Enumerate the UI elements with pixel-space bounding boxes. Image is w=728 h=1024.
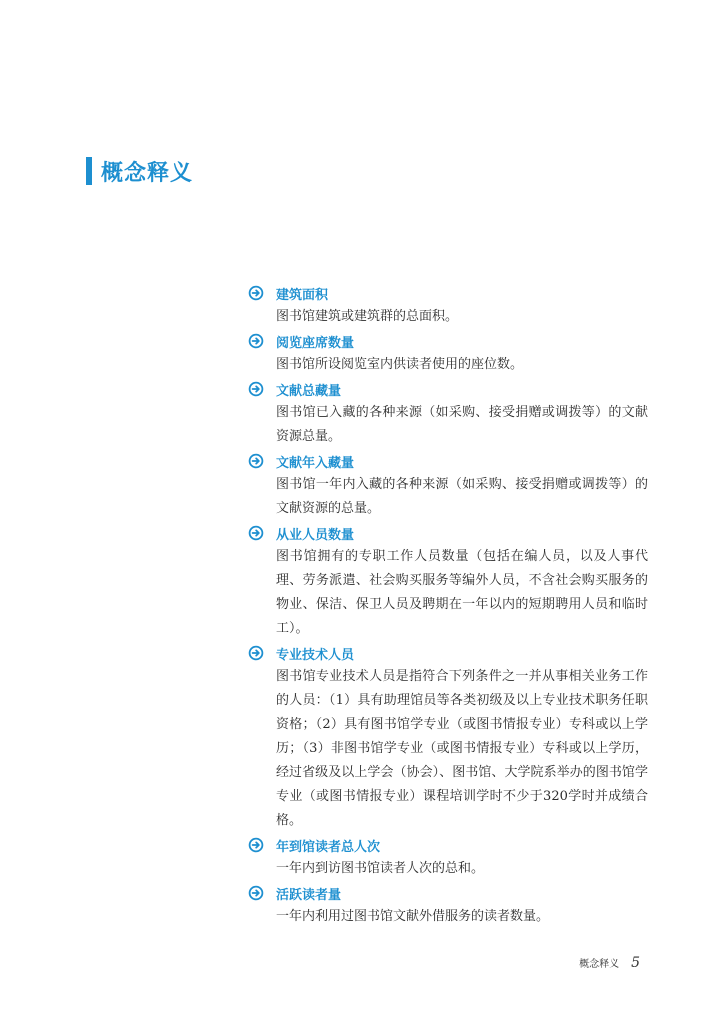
arrow-circle-right-icon [248, 381, 264, 397]
term-definition: 图书馆一年内入藏的各种来源（如采购、接受捐赠或调拨等）的文献资源的总量。 [276, 477, 648, 516]
term-header [248, 833, 648, 857]
term-title: 年到馆读者总人次 [276, 839, 381, 855]
term-header [248, 641, 648, 665]
term-header [248, 377, 648, 401]
term-definition: 图书馆已入藏的各种来源（如采购、接受捐赠或调拨等）的文献资源总量。 [276, 405, 648, 444]
term-title: 文献总藏量 [276, 383, 342, 399]
term-item [248, 881, 648, 929]
term-title: 从业人员数量 [276, 527, 355, 543]
footer-section-title: 概念释义 [579, 959, 620, 970]
section-heading [86, 156, 193, 186]
arrow-circle-right-icon [248, 885, 264, 901]
page-number: 5 [631, 955, 640, 971]
arrow-circle-right-icon [248, 285, 264, 301]
term-item [248, 641, 648, 833]
term-definition: 图书馆建筑或建筑群的总面积。 [276, 309, 459, 324]
term-title: 建筑面积 [276, 287, 329, 303]
term-header [248, 521, 648, 545]
term-definition: 一年内到访图书馆读者人次的总和。 [276, 861, 485, 876]
page-footer [579, 955, 640, 971]
arrow-circle-right-icon [248, 645, 264, 661]
term-item [248, 281, 648, 329]
term-item [248, 329, 648, 377]
term-definition: 图书馆拥有的专职工作人员数量（包括在编人员，以及人事代理、劳务派遣、社会购买服务等编外人员，不含社会购买服务的物业、保洁、保卫人员及聘期在一年以内的短期聘用人员和临时工）。 [276, 549, 648, 636]
term-list [248, 281, 648, 929]
term-definition: 一年内利用过图书馆文献外借服务的读者数量。 [276, 909, 550, 924]
page-title: 概念释义 [101, 160, 194, 186]
term-title: 文献年入藏量 [276, 455, 355, 471]
heading-accent-bar [86, 157, 92, 185]
arrow-circle-right-icon [248, 837, 264, 853]
term-definition: 图书馆所设阅览室内供读者使用的座位数。 [276, 357, 524, 372]
arrow-circle-right-icon [248, 453, 264, 469]
term-definition: 图书馆专业技术人员是指符合下列条件之一并从事相关业务工作的人员：（1）具有助理馆员等各类初级及以上专业技术职务任职资格；（2）具有图书馆学专业（或图书情报专业）专科或以上学历；（3）非图书馆学专业（或图书情报专业）专科或以上学历，经过省级及以上学会（协会）、图书馆、大学院系举办的图书馆学专业（或图书情报专业）课程培训学时不少于320学时并成绩合格。 [276, 669, 648, 828]
term-item [248, 521, 648, 641]
term-item [248, 377, 648, 449]
term-title: 阅览座席数量 [276, 335, 355, 351]
term-header [248, 329, 648, 353]
term-header [248, 281, 648, 305]
arrow-circle-right-icon [248, 333, 264, 349]
term-title: 活跃读者量 [276, 887, 342, 903]
term-item [248, 833, 648, 881]
term-header [248, 881, 648, 905]
term-header [248, 449, 648, 473]
arrow-circle-right-icon [248, 525, 264, 541]
term-title: 专业技术人员 [276, 647, 355, 663]
term-item [248, 449, 648, 521]
